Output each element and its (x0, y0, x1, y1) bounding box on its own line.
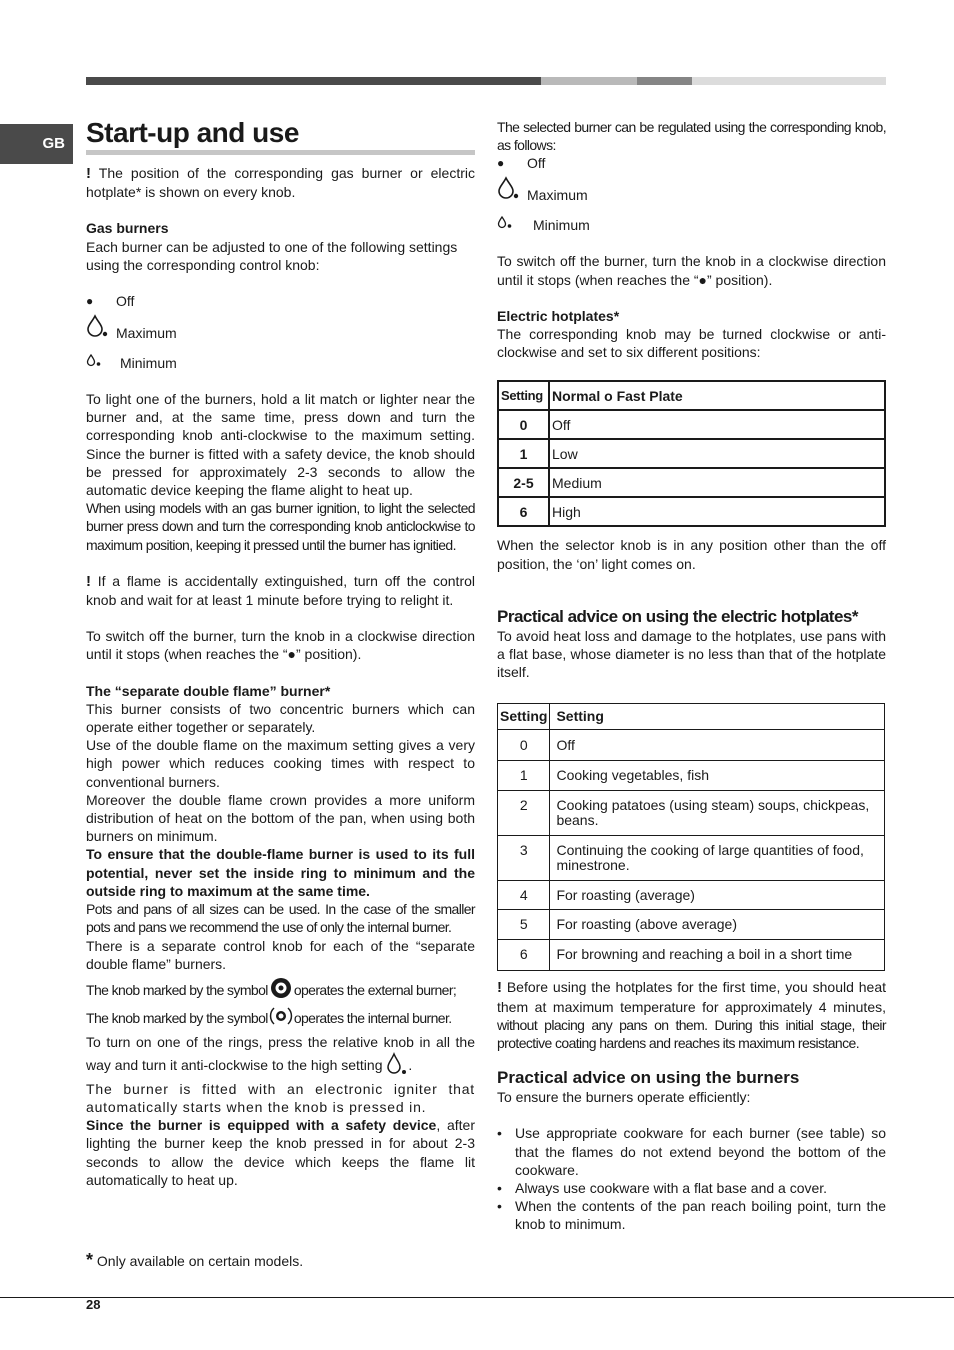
table-cell: 0 (498, 730, 550, 761)
right-column (497, 118, 886, 1234)
footnote: * Only available on certain models. (86, 1250, 304, 1270)
header-color-bar (86, 77, 886, 85)
external-ring-icon (268, 977, 294, 1005)
left-column (86, 117, 476, 1270)
knob-external-note: The knob marked by the symbol operates the external burner; (86, 977, 475, 1005)
table-cell: 0 (498, 410, 549, 439)
burner-advice-list (497, 1124, 886, 1233)
advice-burners-text: To ensure the burners operate efficiently: (497, 1089, 751, 1106)
double-flame-p3: Moreover the double flame crown provides a more uniform distribution of heat on the bottom of the pan, when using both burners on minimum. (86, 791, 475, 845)
large-flame-icon (497, 176, 527, 204)
table-row (498, 836, 885, 881)
burner-settings-list-right (497, 154, 886, 234)
ignition-instructions: When using models with an gas burner ignition, to light the selected burner press down and turn the corresponding knob anticlockwise to maximum position, keeping it pressed until the burner has ignitied. (86, 500, 475, 553)
electric-hotplates-heading: Electric hotplates* (497, 307, 620, 324)
table-header-row (498, 704, 885, 730)
hotplate-positions-table (497, 380, 886, 527)
page-title: Start-up and use (86, 118, 475, 155)
selector-light-text: When the selector knob is in any position other than the off position, the ‘on’ light comes on. (497, 537, 886, 572)
table-cell: 3 (498, 836, 550, 881)
table-row (498, 791, 885, 836)
regulate-text: The selected burner can be regulated using the corresponding knob, as follows: (497, 119, 886, 154)
page-number: 28 (86, 1297, 101, 1312)
table-cell: 6 (498, 940, 550, 971)
table-header-cell: Setting (498, 381, 549, 410)
table-cell: Off (550, 730, 885, 761)
table-cell: 2-5 (498, 468, 549, 497)
language-tab: GB (0, 124, 73, 164)
table-cell: High (549, 497, 885, 526)
table-cell: For roasting (above average) (550, 910, 885, 940)
setting-maximum: Maximum (497, 172, 886, 204)
table-cell: 6 (498, 497, 549, 526)
table-row (498, 468, 885, 497)
bar-segment-pale (692, 77, 886, 85)
internal-ring-icon (268, 1005, 294, 1033)
table-row (498, 497, 885, 526)
bar-segment-mid (637, 77, 692, 85)
table-cell: Medium (549, 468, 885, 497)
double-flame-p2: Use of the double flame on the maximum setting gives a very high power which reduces cooking times with respect to conventional burners. (86, 737, 475, 790)
table-cell: Continuing the cooking of large quantities of food, minestrone. (550, 836, 885, 881)
table-cell: Cooking patatoes (using steam) soups, chickpeas, beans. (550, 791, 885, 836)
table-cell: Off (549, 410, 885, 439)
large-flame-icon (386, 1052, 408, 1080)
table-row (498, 910, 885, 940)
table-row (498, 881, 885, 910)
setting-off: ● Off (497, 155, 546, 172)
list-item: • When the contents of the pan reach boiling point, turn the knob to minimum. (515, 1197, 886, 1233)
double-flame-warning: To ensure that the double-flame burner is used to its full potential, never set the inside ring to minimum and the outside ring to maximum at the same time. (86, 846, 475, 899)
advice-hotplates-heading: Practical advice on using the electric hotplates* (497, 606, 858, 626)
table-cell: 4 (498, 881, 550, 910)
table-header-cell: Setting (498, 704, 550, 730)
off-dot-icon: ● (86, 293, 94, 308)
switch-off-instructions: To switch off the burner, turn the knob in a clockwise direction until it stops (when reaches the “●” position). (497, 253, 886, 288)
gas-burners-text: Each burner can be adjusted to one of the following settings using the corresponding control knob: (86, 238, 458, 273)
table-row (498, 730, 885, 761)
table-row (498, 940, 885, 971)
setting-minimum: Minimum (497, 204, 886, 234)
bar-segment-dark (86, 77, 541, 85)
burner-settings-list (86, 292, 475, 372)
table-cell: For roasting (average) (550, 881, 885, 910)
igniter-text: The burner is fitted with an electronic igniter that automatically starts when the knob is pressed in. (86, 1080, 475, 1115)
advice-hotplates-text: To avoid heat loss and damage to the hotplates, use pans with a flat base, whose diameter is no less than that of the hotplate itself. (497, 627, 886, 681)
table-row (498, 410, 885, 439)
electric-hotplates-text: The corresponding knob may be turned clockwise or anti-clockwise and set to six different positions: (497, 326, 886, 361)
double-flame-heading: The “separate double flame” burner* (86, 682, 331, 699)
first-use-warning: ! Before using the hotplates for the first time, you should heat them at maximum temperature for approximately 4 minutes, without placing any pans on them. During this initial stage, their protective coating hardens and reaches its maximum resistance. (497, 979, 886, 1052)
extinguished-warning: ! If a flame is accidentally extinguished, turn off the control knob and wait for at least 1 minute before trying to relight it. (86, 572, 476, 609)
switch-off-instructions: To switch off the burner, turn the knob in a clockwise direction until it stops (when reaches the “●” position). (86, 628, 475, 663)
hotplate-usage-table (497, 703, 885, 971)
table-cell: 1 (498, 439, 549, 468)
advice-burners-heading: Practical advice on using the burners (497, 1068, 800, 1088)
table-cell: For browning and reaching a boil in a short time (550, 940, 885, 971)
knob-internal-note: The knob marked by the symbol operates the internal burner. (86, 1005, 475, 1033)
list-item: • Use appropriate cookware for each burner (see table) so that the flames do not extend beyond the bottom of the cookware. (515, 1124, 886, 1179)
off-dot-icon: ● (497, 156, 505, 171)
setting-minimum: Minimum (86, 342, 475, 372)
setting-off: ● Off (86, 292, 135, 309)
intro-paragraph: ! The position of the corresponding gas burner or electric hotplate* is shown on every knob. (86, 165, 475, 201)
double-flame-p4: Pots and pans of all sizes can be used. In the case of the smaller pots and pans we recommend the use of only the internal burner. (86, 901, 475, 936)
list-item: • Always use cookware with a flat base and a cover. (515, 1179, 886, 1197)
gas-burners-heading: Gas burners (86, 220, 169, 237)
table-cell: Low (549, 439, 885, 468)
turn-on-instructions: To turn on one of the rings, press the relative knob in all the way and turn it anti-clockwise to the high setting . (86, 1033, 475, 1079)
table-row (498, 761, 885, 791)
double-flame-p1: This burner consists of two concentric burners which can operate either together or separately. (86, 700, 475, 736)
table-cell: Cooking vegetables, fish (550, 761, 885, 791)
small-flame-icon (86, 350, 116, 372)
lighting-instructions: To light one of the burners, hold a lit match or lighter near the burner and, at the same time, press down and turn the corresponding knob anti-clockwise to the maximum setting. Since the burner is fitted with a safety device, the knob should be pressed for approximately 2-3 seconds to allow the automatic device keeping the flame alight to heat up. (86, 391, 475, 499)
double-flame-p5: There is a separate control knob for each of the “separate double flame” burners. (86, 937, 475, 972)
small-flame-icon (497, 212, 527, 234)
setting-maximum: Maximum (86, 310, 475, 342)
table-cell: 1 (498, 761, 550, 791)
safety-text: Since the burner is equipped with a safety device, after lighting the burner keep the knob pressed in for about 2-3 seconds to allow the device which keeps the flame lit automatically to heat up. (86, 1117, 475, 1188)
bar-segment-light (541, 77, 637, 85)
footer-rule (0, 1297, 954, 1298)
table-header-row (498, 381, 885, 410)
table-row (498, 439, 885, 468)
table-header-cell: Setting (550, 704, 885, 730)
table-cell: 2 (498, 791, 550, 836)
table-header-cell: Normal o Fast Plate (549, 381, 885, 410)
large-flame-icon (86, 314, 116, 342)
table-cell: 5 (498, 910, 550, 940)
